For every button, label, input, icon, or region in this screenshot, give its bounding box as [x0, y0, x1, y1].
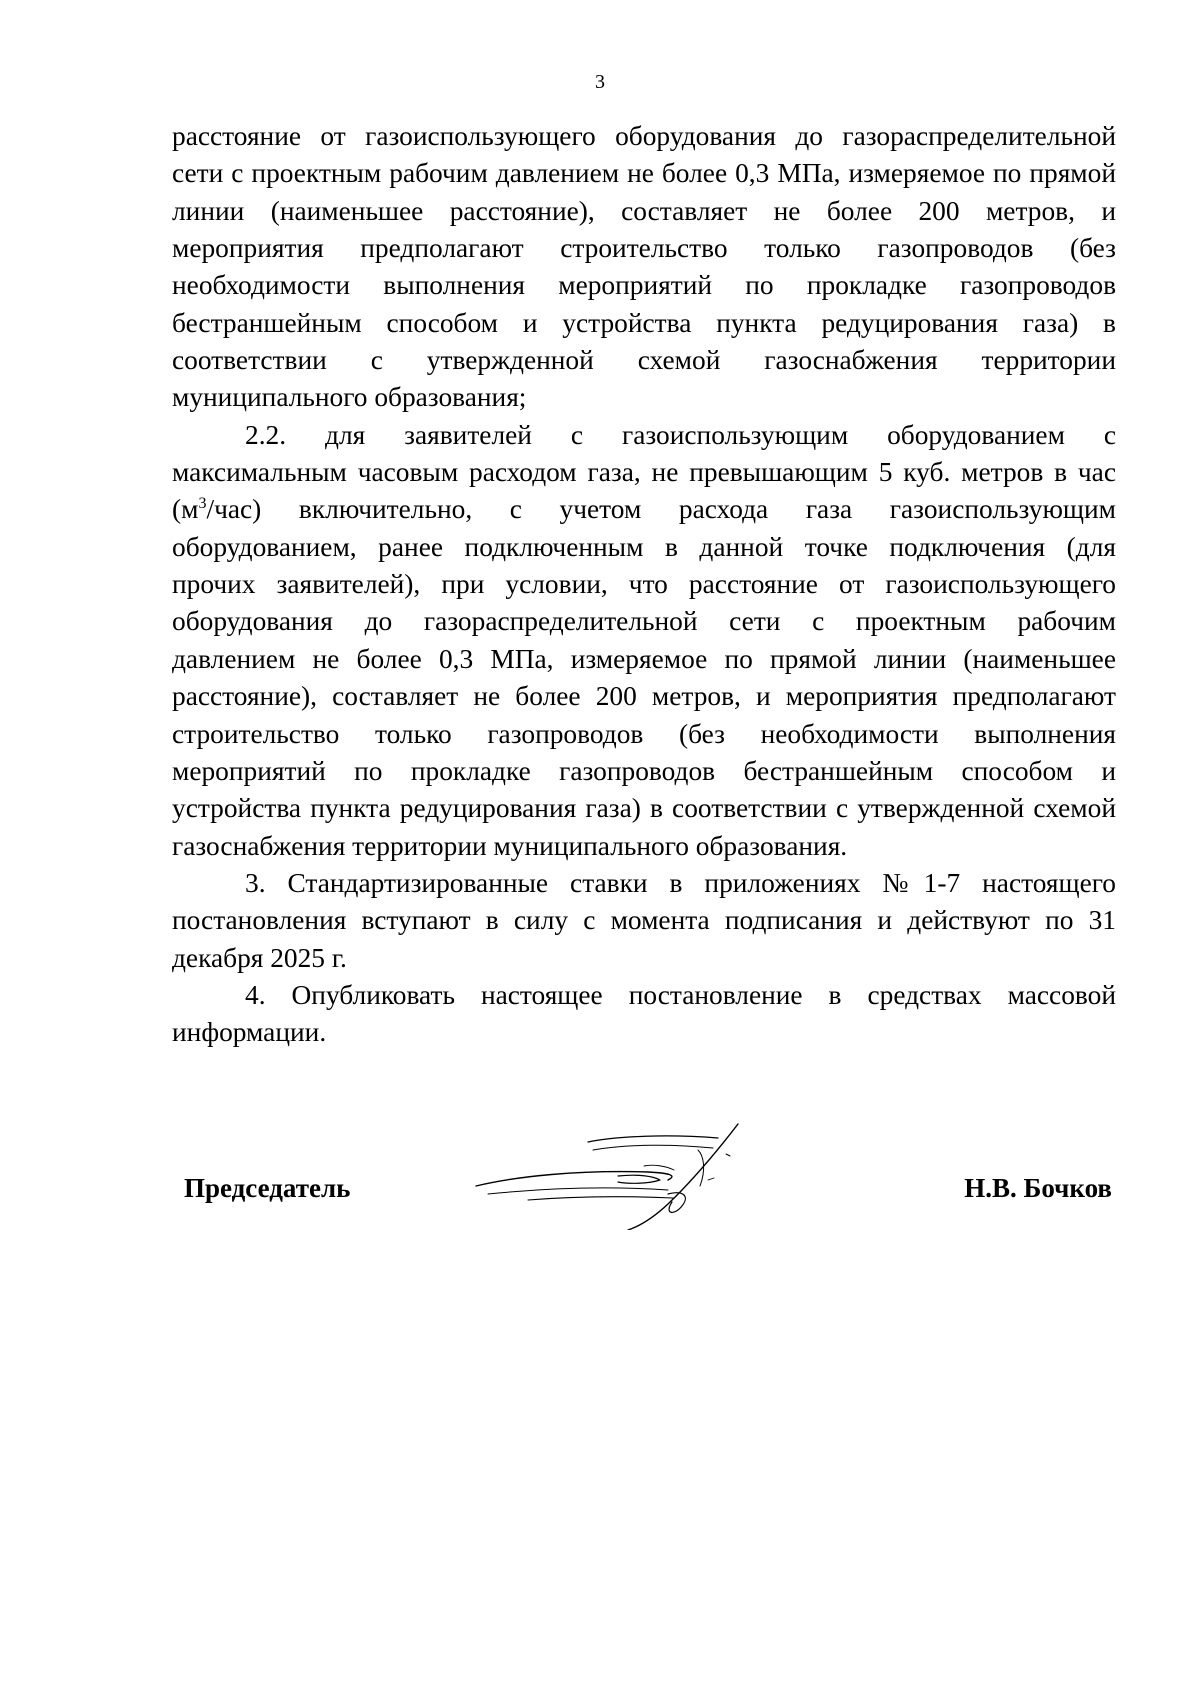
text-line: линии (наименьшее расстояние), составляет не более 200 метров, и	[172, 195, 1116, 226]
text-line: информации.	[172, 1017, 327, 1048]
unit-prefix: (м	[172, 494, 199, 525]
document-body	[172, 118, 1116, 1052]
paragraph-continuation	[172, 118, 1116, 417]
text-line: бестраншейным способом и устройства пункта редуцирования газа) в	[172, 307, 1116, 338]
paragraph-3	[172, 865, 1116, 977]
text-line: 4. Опубликовать настоящее постановление в средствах массовой	[245, 979, 1116, 1010]
signature-block	[0, 1120, 1200, 1230]
text-line: максимальным часовым расходом газа, не превышающим 5 куб. метров в час	[172, 457, 1116, 488]
text-line: декабря 2025 г.	[172, 942, 347, 973]
unit-suffix: /час)	[206, 494, 262, 525]
unit-superscript: 3	[198, 495, 207, 513]
text-line: соответствии с утвержденной схемой газоснабжения территории	[172, 345, 1116, 376]
text-line: строительство только газопроводов (без необходимости выполнения	[172, 718, 1116, 749]
text-line: мероприятий по прокладке газопроводов бестраншейным способом и	[172, 755, 1116, 786]
text-line: мероприятия предполагают строительство только газопроводов (без	[172, 233, 1116, 264]
text-line: 2.2. для заявителей с газоиспользующим оборудованием с	[245, 419, 1116, 450]
text-line: расстояние), составляет не более 200 метров, и мероприятия предполагают	[172, 681, 1116, 712]
text-line: газоснабжения территории муниципального образования.	[172, 830, 848, 861]
text-line: оборудования до газораспределительной сети с проектным рабочим	[172, 606, 1116, 637]
text-line: давлением не более 0,3 МПа, измеряемое по прямой линии (наименьшее	[172, 643, 1116, 674]
text-line: необходимости выполнения мероприятий по прокладке газопроводов	[172, 270, 1116, 301]
text-line: муниципального образования;	[172, 382, 527, 413]
text-line-with-unit	[172, 491, 1116, 528]
text-line: сети с проектным рабочим давлением не более 0,3 МПа, измеряемое по прямой	[172, 158, 1116, 189]
signatory-name: Н.В. Бочков	[964, 1173, 1112, 1203]
handwritten-signature	[468, 1120, 788, 1230]
text-line: оборудованием, ранее подключенным в данной точке подключения (для	[172, 531, 1116, 562]
text-line: устройства пункта редуцирования газа) в соответствии с утвержденной схемой	[172, 793, 1116, 824]
text-line-rest: включительно, с учетом расхода газа газоиспользующим	[298, 494, 1116, 525]
text-line: постановления вступают в силу с момента подписания и действуют по 31	[172, 905, 1116, 936]
text-line: прочих заявителей), при условии, что расстояние от газоиспользующего	[172, 569, 1116, 600]
page-number: 3	[595, 71, 605, 93]
paragraph-4	[172, 977, 1116, 1052]
text-line: 3. Стандартизированные ставки в приложениях №1-7 настоящего	[245, 867, 1116, 898]
text-line: расстояние от газоиспользующего оборудования до газораспределительной	[172, 121, 1116, 151]
signatory-position: Председатель	[184, 1173, 351, 1203]
paragraph-2-2	[172, 417, 1116, 865]
